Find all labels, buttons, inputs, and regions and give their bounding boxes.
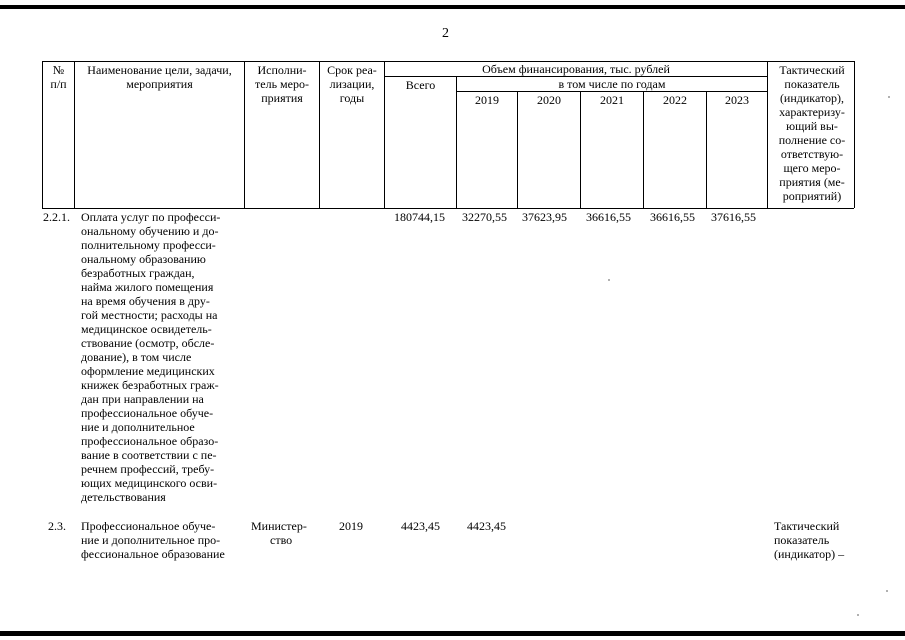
row-total: 4423,45 [401,519,440,533]
header-period: Срок реа- лизации, годы [327,63,377,105]
top-border [0,5,905,9]
header-executor: Исполни- тель меро- приятия [255,63,309,105]
row-value-2021: 36616,55 [586,210,631,224]
row-value-2019: 4423,45 [467,519,506,533]
header-funding: Объем финансирования, тыс. рублей [482,62,670,76]
years-header-rule [456,91,767,92]
row-value-2023: 37616,55 [711,210,756,224]
row-indicator: Тактический показатель (индикатор) – [774,519,845,561]
bottom-border [0,631,905,636]
header-number: № п/п [50,63,67,91]
header-year-2022: 2022 [663,93,687,107]
row-value-2019: 32270,55 [462,210,507,224]
scan-speck [886,590,888,592]
row-value-2020: 37623,95 [522,210,567,224]
col-line-8 [643,91,644,208]
header-by-year: в том числе по годам [558,77,666,91]
row-number: 2.2.1. [43,210,70,224]
header-year-2019: 2019 [475,93,499,107]
col-line-9 [706,91,707,208]
col-line-6 [517,91,518,208]
header-year-2021: 2021 [600,93,624,107]
header-total: Всего [405,78,436,92]
row-value-2022: 36616,55 [650,210,695,224]
page-number: 2 [442,26,449,41]
col-line-7 [580,91,581,208]
header-year-2020: 2020 [537,93,561,107]
header-name: Наименование цели, задачи, мероприятия [87,63,232,91]
scan-speck [857,614,859,616]
row-description: Оплата услуг по професси- ональному обучению и до- полнительному професси- ональному образованию безработных граждан, найма жилого помещения на время обучения в дру- гой местности; расходы на медицинское освидетель- ствование (осмотр, обсле- дование), в том числе оформление медицинских книжек безработных граж- дан при направлении на профессиональное обуче- ние и дополнительное профессиональное образо- вание в соответствии с пе- речнем профессий, требу- ющих медицинского осви- детельствования [81,210,221,504]
row-period: 2019 [339,519,363,533]
header-year-2023: 2023 [725,93,749,107]
scan-speck [888,96,890,98]
header-indicator: Тактический показатель (индикатор), характеризу- ющий вы- полнение со- ответствую- щего меро- приятия (ме- роприятий) [778,63,846,203]
scan-speck [608,279,610,281]
header-bottom-rule [42,208,854,209]
row-executor: Министер- ство [251,519,307,547]
row-number: 2.3. [48,519,66,533]
row-total: 180744,15 [394,210,445,224]
col-line-11 [854,61,855,208]
row-description: Профессиональное обуче- ние и дополнительное про- фессиональное образование [81,519,225,561]
col-line-10 [767,61,768,208]
